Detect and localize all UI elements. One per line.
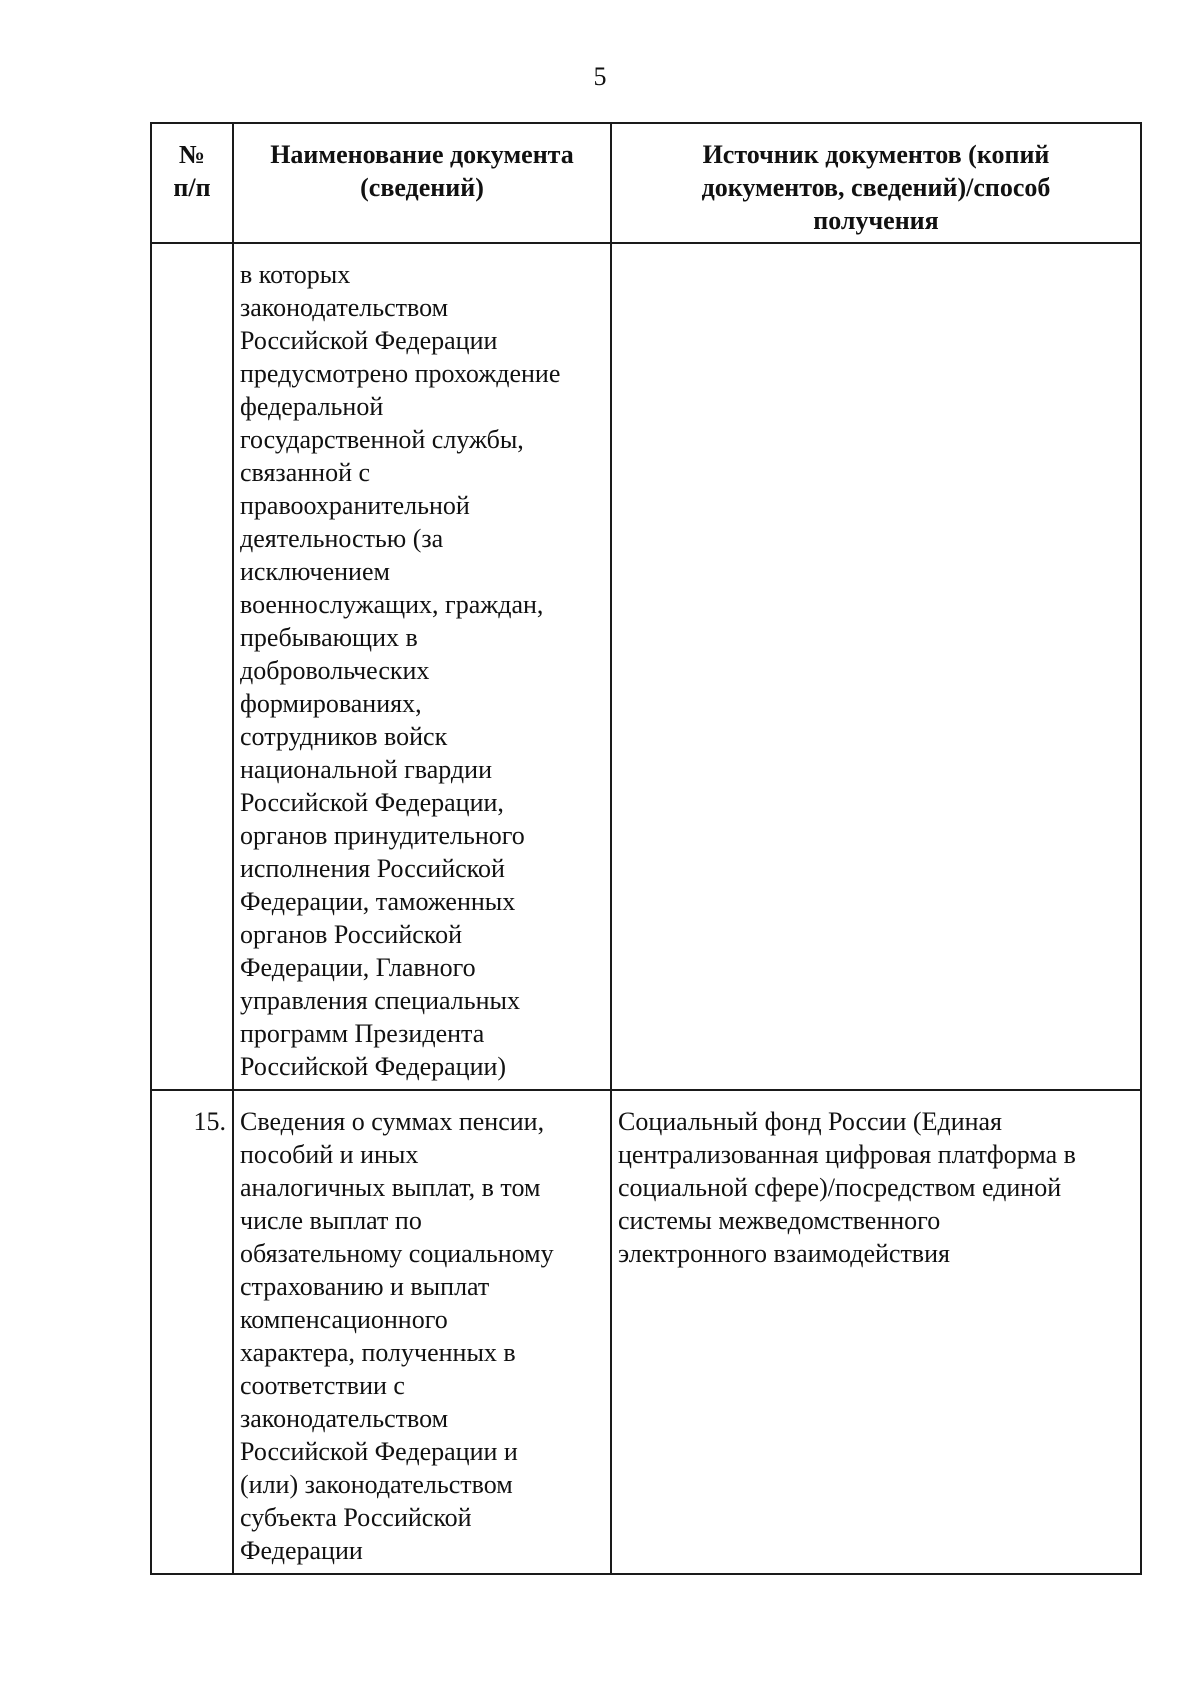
document-name-line: правоохранительной [240,491,470,520]
document-name-line: деятельностью (за [240,524,444,553]
header-source-line: получения [813,206,939,235]
document-name-line: исполнения Российской [240,854,505,883]
document-name-line: в которых [240,260,351,289]
document-name-line: страхованию и выплат [240,1272,490,1301]
document-source-line: централизованная цифровая платформа в [618,1140,1076,1169]
header-document-name [233,123,611,243]
document-name-line: формированиях, [240,689,422,718]
document-name-line: Федерации, Главного [240,953,476,982]
header-number-line: п/п [173,173,211,202]
document-source-line: электронного взаимодействия [618,1239,950,1268]
document-name-line: Российской Федерации и [240,1437,518,1466]
header-number-line: № [178,140,206,169]
page-number: 5 [593,62,607,91]
header-name-line: (сведений) [360,173,484,202]
document-name-line: компенсационного [240,1305,448,1334]
row-number [152,244,232,258]
document-name-line: органов принудительного [240,821,525,850]
document-name-line: законодательством [240,293,449,322]
document-name-line: Федерации, таможенных [240,887,516,916]
document-name-line: добровольческих [240,656,430,685]
table-header-row [151,123,1141,243]
document-name-line: обязательному социальному [240,1239,554,1268]
document-name-line: пребывающих в [240,623,418,652]
document-name-line: Федерации [240,1536,363,1565]
document-name-line: сотрудников войск [240,722,448,751]
document-name-line: национальной гвардии [240,755,492,784]
document-name-line: исключением [240,557,390,586]
document-name-line: управления специальных [240,986,520,1015]
document-name-line: федеральной [240,392,384,421]
row-number-cell [151,243,233,1090]
header-source-line: документов, сведений)/способ [701,173,1051,202]
document-source-line: социальной сфере)/посредством единой [618,1173,1062,1202]
documents-table [150,122,1142,1575]
document-source-line: Социальный фонд России (Единая [618,1107,1003,1136]
table-row [151,243,1141,1090]
row-name-cell [233,243,611,1090]
row-name-cell [233,1090,611,1574]
document-name-line: субъекта Российской [240,1503,472,1532]
table-row [151,1090,1141,1574]
document-name-line: соответствии с [240,1371,405,1400]
document-name-line: законодательством [240,1404,449,1433]
document-name-line: Сведения о суммах пенсии, [240,1107,545,1136]
header-document-source [611,123,1141,243]
document-name-line: аналогичных выплат, в том [240,1173,541,1202]
document-name-line: характера, полученных в [240,1338,516,1367]
row-source-cell [611,243,1141,1090]
document-name-line: числе выплат по [240,1206,422,1235]
document-name-line: органов Российской [240,920,463,949]
document-name-line: связанной с [240,458,371,487]
document-name-line: Российской Федерации) [240,1052,507,1081]
document-name-line: пособий и иных [240,1140,419,1169]
document-name-line: программ Президента [240,1019,485,1048]
document-name-line: Российской Федерации [240,326,498,355]
document-name-line: военнослужащих, граждан, [240,590,544,619]
header-number [151,123,233,243]
document-source-line: системы межведомственного [618,1206,941,1235]
row-source-cell [611,1090,1141,1574]
document-name-line: государственной службы, [240,425,524,454]
document-name-line: предусмотрено прохождение [240,359,561,388]
document-name-line: (или) законодательством [240,1470,513,1499]
row-number-cell [151,1090,233,1574]
document-name-line: Российской Федерации, [240,788,504,817]
header-name-line: Наименование документа [270,140,574,169]
header-source-line: Источник документов (копий [702,140,1050,169]
row-number: 15. [193,1107,226,1136]
